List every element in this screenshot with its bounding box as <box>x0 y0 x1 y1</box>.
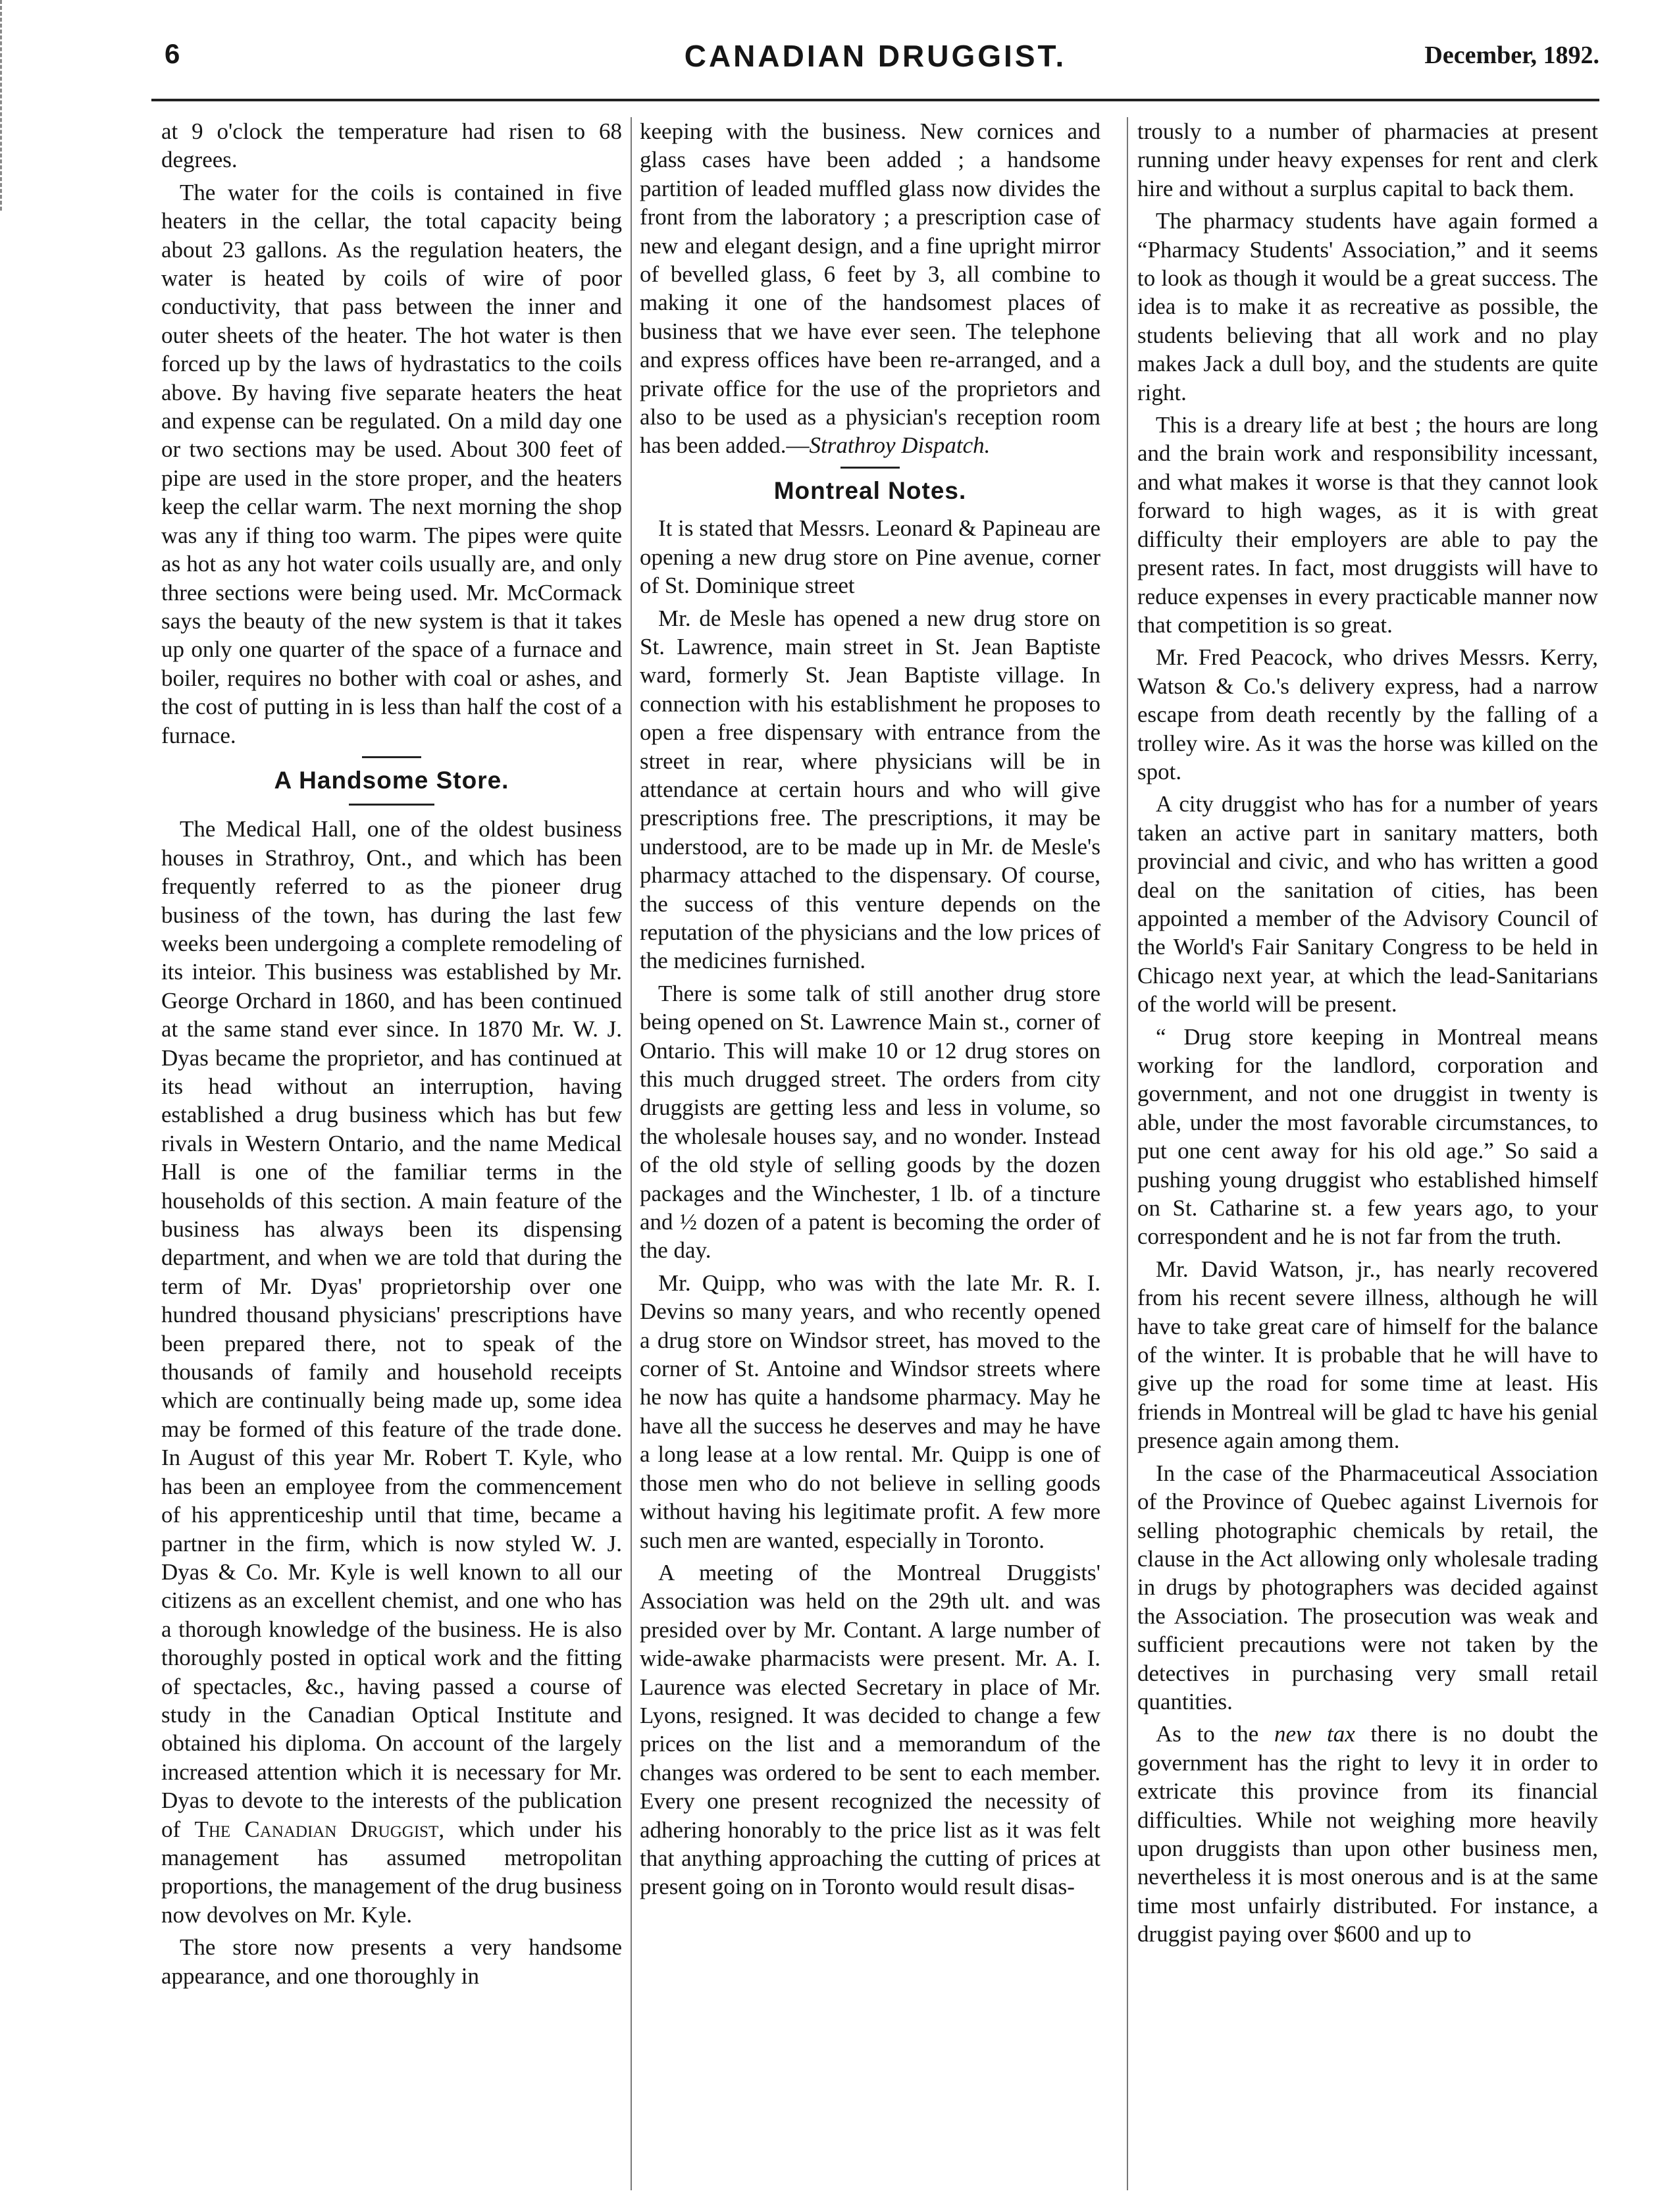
issue-date: December, 1892. <box>1424 41 1599 69</box>
paragraph: Mr. Quipp, who was with the late Mr. R. I. Devins so many years, and who recently opened a drug store on Windsor street, has moved to the corner of St. Antoine and Windsor streets where he now has quite a handsome pharmacy. May he have all the success he deserves and may he have a long lease at a low rental. Mr. Quipp is one of those men who do not believe in selling goods without having his legitimate profit. A few more such men are wanted, especially in Toronto. <box>640 1270 1100 1553</box>
section-divider <box>362 756 421 758</box>
emphasis: new tax <box>1274 1721 1355 1747</box>
section-divider <box>840 467 900 469</box>
column-1 <box>161 117 622 2190</box>
paragraph: A meeting of the Montreal Druggists' Association was held on the 29th ult. and was presided over by Mr. Contant. A large number of wide-awake pharmacists were present. Mr. A. I. Laurence was elected Secretary in place of Mr. Lyons, resigned. It was decided to change a few prices on the list and a memorandum of the changes was ordered to be sent to each member. Every one present recognized the necessity of adhering honorably to the price list as it was felt that anything approaching the cutting of prices at present going on in Toronto would result disas- <box>640 1559 1100 1900</box>
page-number: 6 <box>165 38 180 69</box>
heading-rule <box>349 804 434 806</box>
paragraph: The Medical Hall, one of the oldest business houses in Strathroy, Ont., and which has been frequently referred to as the pioneer drug business of the town, has during the last few weeks been undergoing a complete remodeling of its inteior. This business was established by Mr. George Orchard in 1860, and has been continued at the same stand ever since. In 1870 Mr. W. J. Dyas became the proprietor, and has continued at its head without an interruption, having established a drug business which has but few rivals in Western Ontario, and the name Medical Hall is one of the familiar terms in the households of this section. A main feature of the business has always been its dispensing department, and when we are told that during the term of Mr. Dyas' proprietorship over one hundred thousand physicians' prescriptions have been prepared there, not to speak of the thousands of family and household receipts which are continually being made up, some idea may be formed of this feature of the trade done. In August of this year Mr. Robert T. Kyle, who has been an employee from the commencement of his apprenticeship until that time, became a partner in the firm, which is now styled W. J. Dyas & Co. Mr. Kyle is well known to all our citizens as an excellent chemist, and one who has a thorough knowledge of the business. He is also thoroughly posted in optical work and the fitting of spectacles, &c., having passed a course of study in the Canadian Optical Institute and obtained his diploma. On account of the largely increased attention which it is necessary for Mr. Dyas to devote to the interests of the publication of The Canadian Druggist, which under his management has assumed metropolitan proportions, the management of the drug business now devolves on Mr. Kyle. <box>161 816 622 1928</box>
page-edge-mark <box>0 0 11 211</box>
paragraph: It is stated that Messrs. Leonard & Papineau are opening a new drug store on Pine avenue, corner of St. Dominique street <box>640 515 1100 599</box>
column-divider <box>631 117 632 2190</box>
paragraph: Mr. David Watson, jr., has nearly recovered from his recent severe illness, although he will have to take great care of himself for the balance of the winter. It is probable that he will have to give up the road for some time at least. His friends in Montreal will be glad tc have his genial presence again among them. <box>1137 1256 1598 1454</box>
paragraph: Mr. de Mesle has opened a new drug store on St. Lawrence, main street in St. Jean Baptiste ward, formerly St. Jean Baptiste village. In connection with his establishment he proposes to open a free dispensary with entrance from the street in rear, where physicians will be in attendance at certain hours and who will give prescriptions free. The prescriptions, it may be understood, are to be made up in Mr. de Mesle's pharmacy attached to the dispensary. Of course, the success of this venture depends on the reputation of the physicians and the low prices of the medicines furnished. <box>640 605 1100 974</box>
paragraph: The pharmacy students have again formed a “Pharmacy Students' Association,” and it seems to look as though it would be a great success. The idea is to make it as recreative as possible, the students believing that all work and no play makes Jack a dull boy, and the students are quite right. <box>1137 208 1598 405</box>
column-3 <box>1137 117 1598 2190</box>
paragraph: keeping with the business. New cornices and glass cases have been added ; a handsome partition of leaded muffled glass now divides the front from the laboratory ; a prescription case of new and elegant design, and a fine upright mirror of bevelled glass, 6 feet by 3, all combine to making it one of the handsomest places of business that we have ever seen. The telephone and express offices have been re-arranged, and a private office for the use of the proprietors and also to be used as a physician's reception room has been added.—Strathroy Dispatch. <box>640 118 1100 459</box>
paragraph: In the case of the Pharmaceutical Association of the Province of Quebec against Livernois for selling photographic chemicals by retail, the clause in the Act allowing only wholesale trading in drugs by photographers was decided against the Association. The prosecution was weak and sufficient precautions were not taken by the detectives in purchasing very small retail quantities. <box>1137 1460 1598 1714</box>
article-heading-montreal-notes: Montreal Notes. <box>773 476 967 504</box>
paragraph: at 9 o'clock the temperature had risen to 68 degrees. <box>161 118 622 173</box>
column-2 <box>640 117 1100 2190</box>
paragraph: As to the new tax there is no doubt the government has the right to levy it in order to extricate this province from its financial difficulties. While not weighing more heavily upon druggists than upon other business men, nevertheless it is most onerous and is at the same time most unfairly distributed. For instance, a druggist paying over $600 and up to <box>1137 1721 1598 1947</box>
article-heading-handsome-store: A Handsome Store. <box>274 766 509 794</box>
paragraph: trously to a number of pharmacies at present running under heavy expenses for rent and clerk hire and without a surplus capital to back them. <box>1137 118 1598 201</box>
paragraph: The store now presents a very handsome appearance, and one thoroughly in <box>161 1934 622 1989</box>
page-header <box>151 38 1599 84</box>
header-rule <box>151 99 1599 101</box>
paragraph: There is some talk of still another drug store being opened on St. Lawrence Main st., corner of Ontario. This will make 10 or 12 drug stores on this much drugged street. The orders from city druggists are getting less and less in volume, so the wholesale houses say, and no wonder. Instead of the old style of selling goods by the dozen packages and the Winchester, 1 lb. of a tincture and ½ dozen of a patent is becoming the order of the day. <box>640 980 1100 1264</box>
paragraph: The water for the coils is contained in five heaters in the cellar, the total capacity being about 23 gallons. As the regulation heaters, the water is heated by coils of wire of poor conductivity, that pass between the inner and outer sheets of the heater. The hot water is then forced up by the laws of hydrastatics to the coils above. By having five separate heaters the heat and expense can be regulated. On a mild day one or two sections may be used. About 300 feet of pipe are used in the store proper, and the heaters keep the cellar warm. The next morning the shop was any if thing too warm. The pipes were quite as hot as any hot water coils usually are, and only three sections were being used. Mr. McCormack says the beauty of the new system is that it takes up only one quarter of the space of a furnace and boiler, requires no bother with coal or ashes, and the cost of putting in is less than half the cost of a furnace. <box>161 179 622 748</box>
paragraph: This is a dreary life at best ; the hours are long and the brain work and responsibility incessant, and what makes it worse is that they cannot look forward to high wages, as it is with great difficulty their employers are able to pay the present rates. In fact, most druggists will have to reduce expenses in every practicable manner now that competition is so great. <box>1137 412 1598 638</box>
journal-title: CANADIAN DRUGGIST. <box>684 39 1067 73</box>
journal-name: The Canadian Druggist <box>194 1816 439 1842</box>
paragraph: Mr. Fred Peacock, who drives Messrs. Kerry, Watson & Co.'s delivery express, had a narrow escape from death recently by the falling of a trolley wire. As it was the horse was killed on the spot. <box>1137 644 1598 784</box>
paragraph: “ Drug store keeping in Montreal means working for the landlord, corporation and government, and not one druggist in twenty is able, under the most favorable circumstances, to put one cent away for his old age.” So said a pushing young druggist who established himself on St. Catharine st. a few years ago, to your correspondent and he is not far from the truth. <box>1137 1023 1598 1250</box>
paragraph: A city druggist who has for a number of years taken an active part in sanitary matters, both provincial and civic, and who has written a good deal on the sanitation of cities, has been appointed a member of the Advisory Council of the World's Fair Sanitary Congress to be held in Chicago next year, at which the lead-Sanitarians of the world will be present. <box>1137 791 1598 1017</box>
source-credit: Strathroy Dispatch. <box>809 432 991 459</box>
column-divider <box>1127 117 1128 2190</box>
